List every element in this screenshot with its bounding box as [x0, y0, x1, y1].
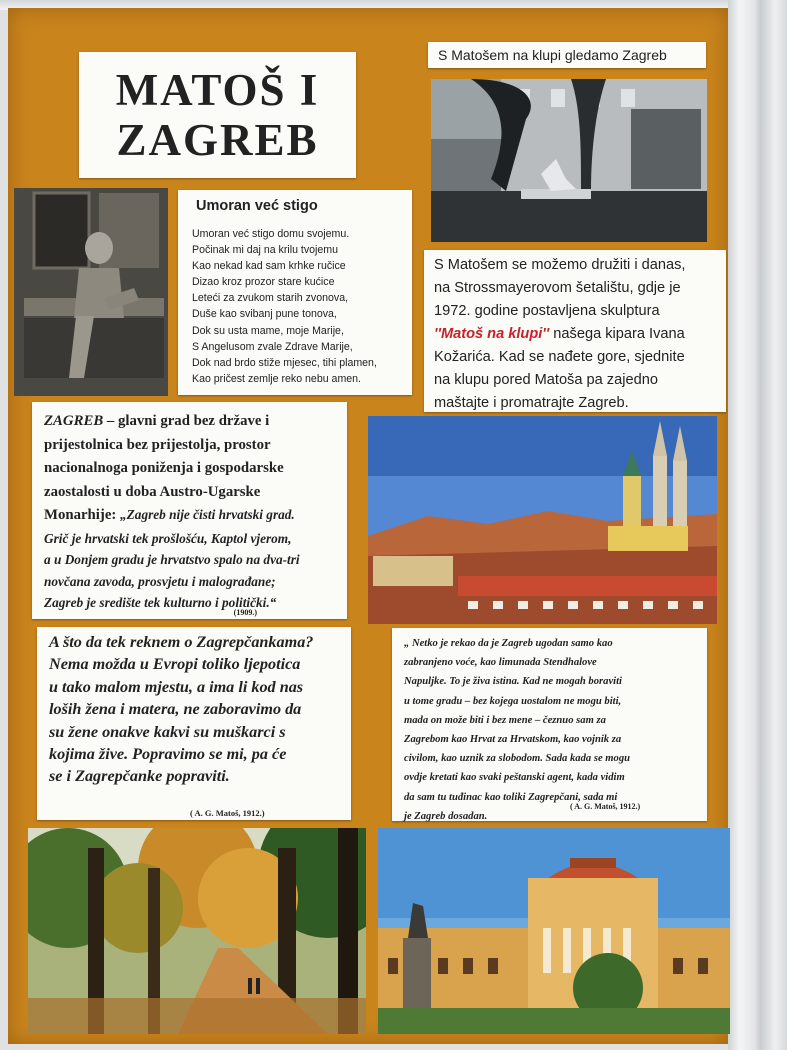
poem-line: Dok nad brdo stiže mjesec, tihi plamen,	[192, 356, 377, 369]
quote-line: „ Netko je rekao da je Zagreb ugodan samo kao	[404, 638, 613, 649]
quote-year: (1909.)	[233, 608, 257, 617]
quote-line: da sam tu tuđinac kao toliki Zagrepčani, sada mi	[404, 791, 618, 803]
zagreb-text-line: nacionalnoga poniženja i gospodarske	[44, 460, 284, 476]
quote-line: u tome gradu – bez kojega uostalom ne mogu biti,	[404, 695, 622, 707]
poem-line: Kao pričest zemlje reko nebu amen.	[192, 372, 361, 385]
poem-line: Počinak mi daj na krilu tvojemu	[192, 244, 339, 257]
photo-statue-on-bench	[431, 79, 707, 242]
zagreb-quote-line: Grič je hrvatski tek prošlošću, Kaptol vjerom,	[44, 530, 292, 546]
title-line-1: MATOŠ I	[115, 65, 320, 115]
poem-line: Kao nekad kad sam krhke ručice	[192, 260, 346, 273]
zagreb-quote-line: a u Donjem gradu je hrvatstvo spalo na dva-tri	[44, 552, 300, 567]
info-line: na Strossmayerovom šetalištu, gdje je	[434, 280, 681, 296]
zagreb-quote	[44, 528, 337, 614]
poem-line: Umoran već stigo domu svojemu.	[192, 228, 350, 240]
info-line: S Matošem se možemo družiti i danas,	[434, 257, 686, 273]
frame-right	[728, 0, 787, 1050]
poem-line: Duše kao svibanj pune tonova,	[192, 308, 337, 321]
title-line-2: ZAGREB	[116, 115, 319, 165]
info-line: maštajte i promatrajte Zagreb.	[434, 395, 629, 411]
matos-sculpture-info	[424, 250, 726, 412]
photo-railway-station	[378, 828, 730, 1034]
poem-lines	[192, 226, 377, 387]
quote-source: ( A. G. Matoš, 1912.)	[190, 808, 265, 818]
zagreb-lead: ZAGREB	[44, 413, 104, 429]
quote-source: ( A. G. Matoš, 1912.)	[570, 802, 641, 811]
quote-line: ovdje kretati kao svaki peštanski agent, kada vidim	[404, 772, 625, 784]
zagreb-intro	[44, 410, 337, 528]
info-line: na klupu pored Matoša pa zajedno	[434, 372, 658, 388]
zagreb-text-line: Monarhije:	[44, 507, 121, 523]
quote-line: zabranjeno voće, kao limunada Stendhalove	[404, 657, 597, 669]
sculpture-name: ''Matoš na klupi''	[434, 326, 550, 342]
quote-line: se i Zagrepčanke popraviti.	[49, 767, 230, 786]
photo-statue-closeup	[14, 188, 168, 396]
quote-line: civilom, kao uznik za slobodom. Sada kada se mogu	[404, 753, 631, 765]
zagreb-quote-line: Zagreb je središte tek kulturno i politički.“	[44, 595, 277, 610]
netko-quote	[392, 628, 707, 821]
quote-line: kojima žive. Popravimo se mi, pa će	[49, 745, 287, 764]
quote-line: A što da tek reknem o Zagrepčankama?	[49, 633, 314, 651]
info-line-tail: našega kipara Ivana	[549, 326, 685, 342]
poster-title	[79, 52, 356, 178]
zagreb-quote-line: „Zagreb nije čisti hrvatski grad.	[120, 507, 295, 522]
quote-line: Nema možda u Evropi toliko ljepotica	[49, 655, 301, 674]
quote-line: su žene onakve kakvi su muškarci s	[49, 722, 286, 741]
netko-quote-text	[404, 634, 699, 826]
quote-line: loših žena i matera, ne zaboravimo da	[49, 700, 302, 719]
zagreb-description	[32, 402, 347, 619]
quote-line: je Zagreb dosadan.	[404, 810, 488, 822]
poem-card	[178, 190, 412, 395]
quote-line: Zagrebom kao Hrvat za Hrvatskom, kao vojnik za	[404, 734, 622, 746]
poem-line: S Angelusom zvale Zdrave Marije,	[192, 340, 353, 353]
zagreb-text-line: zaostalosti u doba Austro-Ugarske	[44, 483, 261, 500]
zagreb-quote-line: novčana zavoda, prosvjetu i malograđane;	[44, 573, 276, 589]
quote-line: u tako malom mjestu, a ima li kod nas	[49, 677, 304, 696]
poem-line: Dizao kroz prozor stare kućice	[192, 276, 335, 289]
photo-autumn-promenade	[28, 828, 366, 1034]
poem-line: Leteći za zvukom starih zvonova,	[192, 292, 349, 305]
info-line-with-highlight	[434, 323, 726, 346]
quote-line: mada on može biti i bez mene – čeznuo sam za	[404, 714, 606, 726]
zagrepcanke-quote-text	[49, 631, 343, 788]
photo-zagreb-skyline	[368, 416, 717, 624]
zagreb-text-line: prijestolnica bez prijestolja, prostor	[44, 436, 271, 453]
photo-caption: S Matošem na klupi gledamo Zagreb	[428, 42, 706, 68]
poem-title: Umoran već stigo	[196, 198, 318, 214]
info-line: 1972. godine postavljena skulptura	[434, 303, 660, 319]
zagreb-text-line: – glavni grad bez države i	[103, 413, 270, 429]
zagrepcanke-quote	[37, 627, 351, 820]
info-line: Kožarića. Kad se nađete gore, sjednite	[434, 349, 685, 365]
poem-line: Dok su usta mame, moje Marije,	[192, 324, 344, 337]
quote-line: Napuljke. To je živa istina. Kad ne mogah boraviti	[404, 676, 622, 688]
